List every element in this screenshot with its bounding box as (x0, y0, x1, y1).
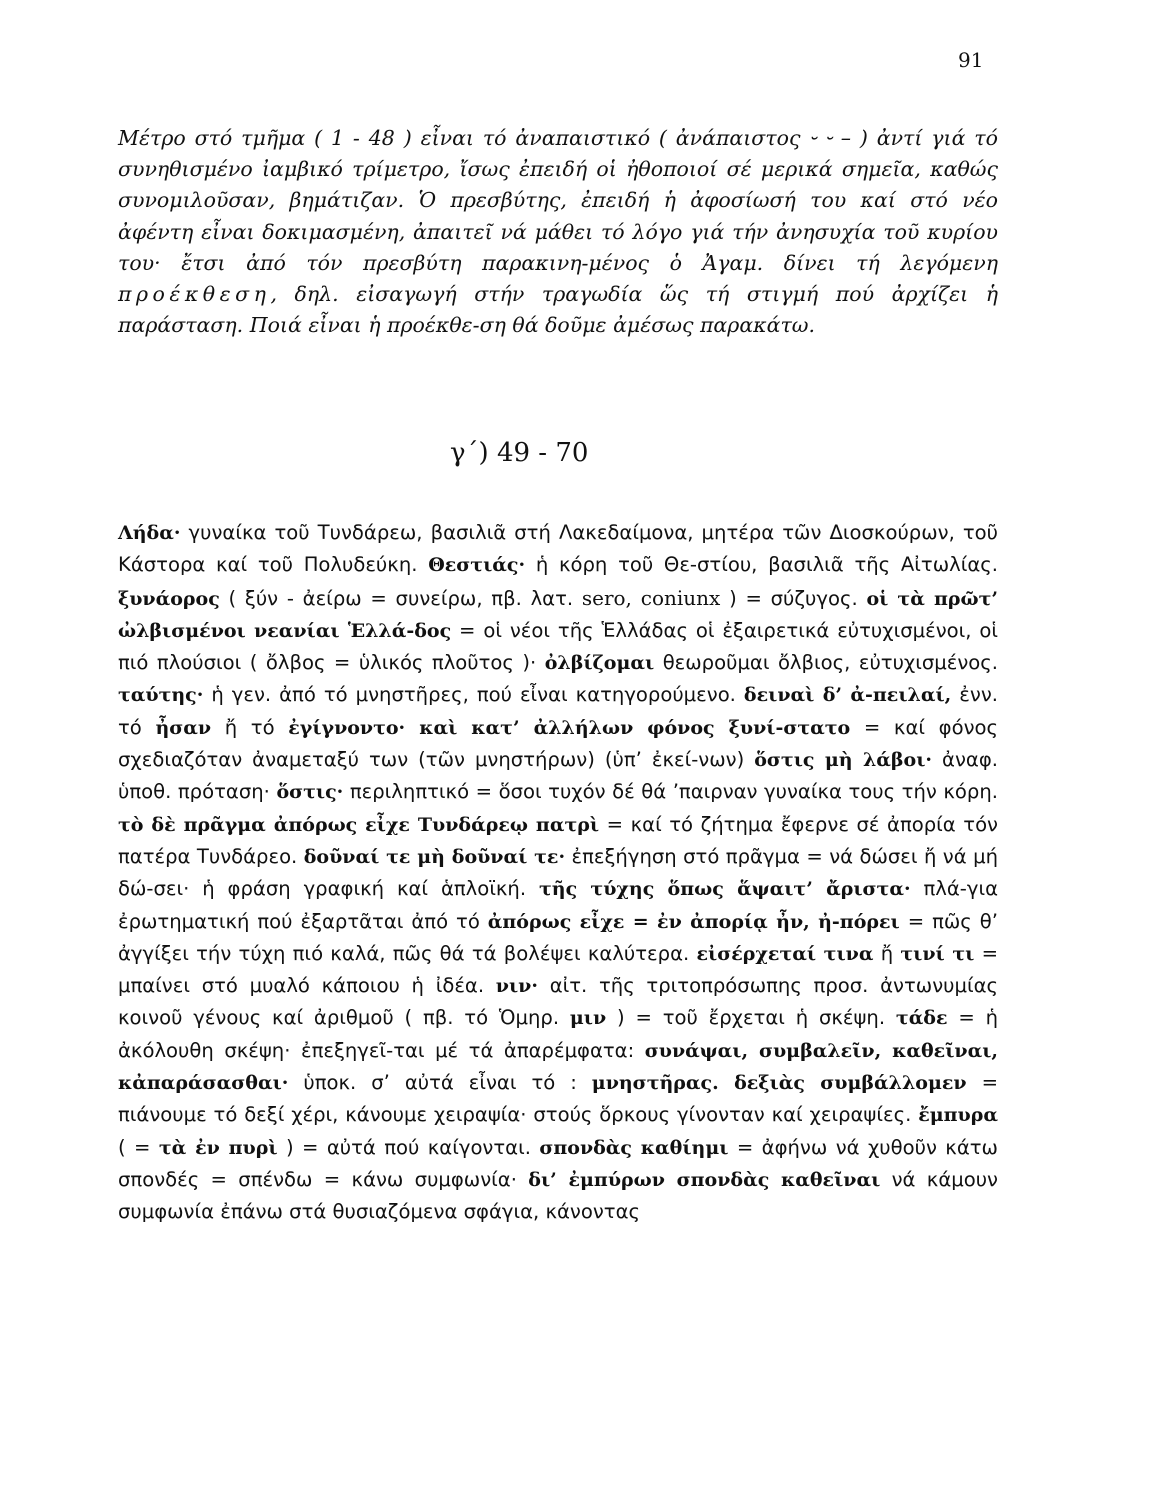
gloss: αἰτ. τῆς τριτοπρόσωπης προσ. ἀντωνυμίας κοινοῦ γένους καί ἀριθμοῦ ( πβ. τό Ὁμηρ. (118, 974, 998, 1030)
gloss: πλά-για ἐρωτηματική πού ἐξαρτᾶται ἀπό τό (118, 877, 998, 933)
intro-spaced-term: προέκθεση (118, 282, 271, 307)
gloss: ( = (118, 1135, 159, 1159)
lemma: μιν (569, 1007, 607, 1030)
lemma: συνάψαι, συμβαλεῖν, καθεῖναι, κἀπαράσασθαι· (118, 1039, 999, 1095)
gloss: ἤ τό (211, 715, 289, 739)
gloss: ) = αὐτά πού καίγονται. (277, 1135, 540, 1159)
gloss: ) = σύζυγος. (720, 586, 867, 610)
lemma: ἀπόρως εἶχε = ἐν ἀπορίᾳ ἦν, ἠ-πόρει (487, 910, 900, 933)
gloss: περιληπτικό = ὅσοι τυχόν δέ θά ’παιρναν γυναίκα τους τήν κόρη. (343, 780, 999, 804)
gloss: = καί φόνος σχεδιαζόταν ἀναμεταξύ των (τῶν μνηστήρων) (ὑπ’ ἐκεί-νων) (118, 715, 999, 772)
gloss: ( ξύν - ἀείρω = συνείρω, πβ. λατ. (219, 586, 582, 610)
lemma: σπονδὰς καθίημι (539, 1136, 729, 1159)
intro-text: Μέτρο στό τμῆμα ( 1 - 48 ) εἶναι τό ἀναπαιστικό ( ἀνάπαιστος ⏑ ⏑ – ) ἀντί γιά τό συνηθισμένο ἰαμβικό τρίμετρο, ἴσως ἐπειδή οἱ ἠθοποιοί σέ μερικά σημεῖα, καθώς συνομιλοῦσαν, βημάτιζαν. Ὁ πρεσβύτης, ἐπειδή ἡ ἀφοσίωσή του καί στό νέο ἀφέντη εἶναι δοκιμασμένη, ἀπαιτεῖ νά μάθει τό λόγο γιά τήν ἀνησυχία τοῦ κυρίου του· ἔτσι ἀπό τόν πρεσβύτη παρακινη-μένος ὁ Ἀγαμ. δίνει τή λεγόμενη (118, 126, 998, 275)
gloss: = οἱ νέοι τῆς Ἑλλάδας οἱ ἐξαιρετικά εὐτυχισμένοι, οἱ πιό πλούσιοι ( ὄλβος = ὑλικός πλοῦτος )· (118, 618, 998, 675)
lemma: ἐγίγνοντο· καὶ κατ’ ἀλλήλων φόνος ξυνί-στατο (288, 716, 851, 739)
gloss: ἐπεξήγηση στό πρᾶγμα = νά δώσει ἤ νά μή δώ-σει· ἡ φράση γραφική καί ἁπλοϊκή. (118, 844, 998, 901)
lemma: δι’ ἐμπύρων σπονδὰς καθεῖναι (528, 1168, 881, 1191)
gloss: = πῶς θ’ ἀγγίξει τήν τύχη πιό καλά, πῶς θά τά βολέψει καλύτερα. (118, 909, 998, 965)
lemma: μνηστῆρας. δεξιὰς συμβάλλομεν (591, 1072, 967, 1095)
gloss: νά κάμουν συμφωνία ἐπάνω στά θυσιαζόμενα σφάγια, κάνοντας (118, 1167, 998, 1224)
gloss: ὑποκ. σ’ αὐτά εἶναι τό : (288, 1071, 592, 1095)
lemma: ἦσαν (155, 716, 212, 739)
lemma: τὰ ἐν πυρὶ (158, 1136, 278, 1159)
lemma: τινί τι (900, 942, 975, 965)
gloss: = πιάνουμε τό δεξί χέρι, κάνουμε χειραψία· στούς ὅρκους γίνονταν καί χειραψίες. (118, 1071, 998, 1127)
gloss: = ἡ ἀκόλουθη σκέψη· ἐπεξηγεῖ-ται μέ τά ἀπαρέμφατα: (118, 1006, 999, 1062)
lemma: τῆς τύχης ὅπως ἅψαιτ’ ἄριστα· (538, 878, 911, 901)
gloss: ἐνν. τό (118, 683, 999, 739)
intro-paragraph (118, 123, 998, 341)
gloss: ἡ κόρη τοῦ Θε-στίου, βασιλιᾶ τῆς Αἰτωλίας. (525, 553, 998, 577)
lemma: οἱ τὰ πρῶτ’ ὠλβισμένοι νεανίαι Ἑλλά-δος (118, 587, 998, 642)
gloss: = μπαίνει στό μυαλό κάποιου ἡ ἰδέα. (118, 941, 999, 998)
gloss: ἡ γεν. ἀπό τό μνηστῆρες, πού εἶναι κατηγορούμενο. (203, 683, 744, 707)
lemma: Λήδα· (118, 522, 181, 544)
gloss: ἀναφ. ὑποθ. πρόταση· (118, 748, 998, 804)
section-heading: γ΄) 49 - 70 (450, 438, 589, 468)
lemma: ὅστις· (276, 781, 344, 804)
lemma: νιν· (495, 975, 538, 998)
gloss: ) = τοῦ ἔρχεται ἡ σκέψη. (606, 1006, 896, 1030)
gloss: θεωροῦμαι ὄλβιος, εὐτυχισμένος. (654, 651, 998, 675)
gloss: ἤ (873, 941, 901, 965)
page-number: 91 (958, 48, 984, 72)
lemma: ὀλβίζομαι (544, 652, 655, 675)
lemma: δοῦναί τε μὴ δοῦναί τε· (303, 845, 566, 868)
lemma: δειναὶ δ’ ἀ-πειλαί, (743, 684, 952, 707)
latin-term: sero, coniunx (581, 585, 721, 610)
gloss: γυναίκα τοῦ Τυνδάρεω, βασιλιᾶ στή Λακεδαίμονα, μητέρα τῶν Διοσκούρων, τοῦ Κάστορα καί τοῦ Πολυδεύκη. (118, 521, 998, 577)
lemma: τάδε (895, 1007, 948, 1030)
lemma: ταύτης· (118, 684, 204, 707)
lemma: Θεστιάς· (428, 554, 526, 577)
lemma: ὅστις μὴ λάβοι· (754, 749, 933, 772)
lemma: ξυνάορος (118, 587, 220, 610)
lemma: ἔμπυρα (918, 1104, 998, 1127)
lemma: τὸ δὲ πρᾶγμα ἀπόρως εἶχε Τυνδάρεῳ πατρὶ (118, 813, 600, 836)
lemma: εἰσέρχεταί τινα (696, 942, 874, 965)
commentary-paragraph (118, 517, 998, 1229)
gloss: = ἀφήνω νά χυθοῦν κάτω σπονδές = σπένδω = κάνω συμφωνία· (118, 1135, 998, 1191)
intro-text: , δηλ. εἰσαγωγή στήν τραγωδία ὥς τή στιγμή πού ἀρχίζει ἡ παράσταση. Ποιά εἶναι ἡ προέκθε-ση θά δοῦμε ἀμέσως παρακάτω. (118, 282, 998, 338)
gloss: = καί τό ζήτημα ἔφερνε σέ ἀπορία τόν πατέρα Τυνδάρεο. (118, 812, 998, 868)
